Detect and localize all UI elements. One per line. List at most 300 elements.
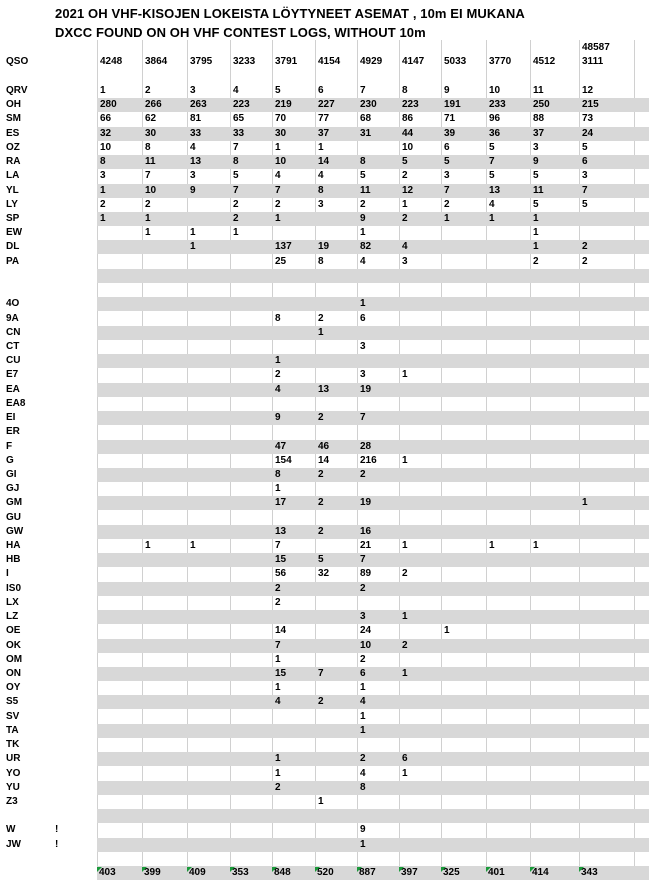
table-cell: 2 [233, 213, 239, 224]
table-cell: 6 [582, 156, 588, 167]
table-cell: 19 [360, 384, 372, 395]
total-cell: 325 [443, 867, 460, 878]
table-cell: 5 [275, 85, 281, 96]
table-cell: 5 [360, 170, 366, 181]
table-cell: 30 [145, 128, 157, 139]
table-cell: 7 [233, 142, 239, 153]
table-cell: 5 [489, 170, 495, 181]
table-cell: 11 [145, 156, 156, 167]
cell-indicator-icon [399, 867, 404, 872]
table-cell: 7 [360, 412, 366, 423]
table-cell: 1 [360, 298, 366, 309]
table-cell: 66 [100, 113, 112, 124]
header-cell: 3795 [190, 56, 213, 67]
table-cell: 5 [318, 554, 324, 565]
table-cell: 2 [402, 568, 408, 579]
table-cell: 1 [318, 327, 324, 338]
table-cell: 5 [402, 156, 408, 167]
table-cell: 21 [360, 540, 372, 551]
table-cell: 9 [360, 213, 366, 224]
table-cell: 33 [233, 128, 245, 139]
row-label: OM [6, 654, 23, 665]
header-extra-cell: 48587 [582, 42, 610, 53]
total-cell: 397 [401, 867, 418, 878]
row-label: GM [6, 497, 23, 508]
header-cell: 3791 [275, 56, 298, 67]
table-cell: 1 [100, 85, 106, 96]
row-label: PA [6, 256, 20, 267]
table-cell: 25 [275, 256, 287, 267]
table-cell: 9 [533, 156, 539, 167]
table-cell: 6 [402, 753, 408, 764]
table-cell: 10 [402, 142, 414, 153]
row-label: 9A [6, 313, 19, 324]
table-cell: 1 [582, 497, 588, 508]
table-cell: 2 [318, 696, 324, 707]
table-cell: 4 [275, 384, 281, 395]
total-cell: 343 [581, 867, 598, 878]
table-cell: 1 [489, 540, 495, 551]
table-cell: 2 [275, 597, 281, 608]
table-cell: 6 [444, 142, 450, 153]
row-label: ER [6, 426, 20, 437]
table-cell: 8 [360, 156, 366, 167]
table-cell: 1 [145, 227, 151, 238]
table-cell: 15 [275, 554, 287, 565]
table-cell: 2 [402, 640, 408, 651]
table-cell: 1 [402, 455, 408, 466]
table-cell: 1 [100, 185, 106, 196]
table-cell: 2 [100, 199, 106, 210]
row-label: YO [6, 768, 21, 779]
row-label: OE [6, 625, 21, 636]
table-cell: 5 [582, 199, 588, 210]
row-band [97, 809, 649, 823]
table-cell: 5 [489, 142, 495, 153]
table-cell: 1 [275, 483, 281, 494]
total-cell: 414 [532, 867, 549, 878]
table-cell: 11 [533, 85, 544, 96]
table-cell: 6 [318, 85, 324, 96]
table-cell: 2 [582, 241, 588, 252]
table-cell: 1 [360, 711, 366, 722]
table-cell: 68 [360, 113, 372, 124]
table-cell: 3 [360, 611, 366, 622]
row-label: CN [6, 327, 21, 338]
table-cell: 233 [489, 99, 506, 110]
table-cell: 2 [360, 753, 366, 764]
table-cell: 2 [444, 199, 450, 210]
row-label: W [6, 824, 16, 835]
table-cell: 5 [533, 199, 539, 210]
table-cell: 3 [190, 85, 196, 96]
table-cell: 1 [360, 682, 366, 693]
table-cell: 1 [402, 199, 408, 210]
table-cell: 10 [275, 156, 287, 167]
table-cell: 2 [145, 199, 151, 210]
table-cell: 2 [275, 369, 281, 380]
table-cell: 7 [275, 540, 281, 551]
row-label: G [6, 455, 14, 466]
row-label: SM [6, 113, 21, 124]
total-cell: 401 [488, 867, 505, 878]
table-cell: 2 [318, 526, 324, 537]
cell-indicator-icon [187, 867, 192, 872]
table-cell: 1 [533, 213, 539, 224]
table-cell: 9 [444, 85, 450, 96]
table-cell: 39 [444, 128, 456, 139]
table-cell: 77 [318, 113, 330, 124]
table-cell: 5 [233, 170, 239, 181]
table-cell: 1 [402, 768, 408, 779]
table-cell: 230 [360, 99, 377, 110]
row-label: YU [6, 782, 20, 793]
total-cell: 403 [99, 867, 116, 878]
table-cell: 1 [275, 654, 281, 665]
total-cell: 399 [144, 867, 161, 878]
table-cell: 24 [582, 128, 594, 139]
table-cell: 227 [318, 99, 335, 110]
table-cell: 3 [360, 341, 366, 352]
row-flag: ! [55, 824, 59, 835]
table-cell: 7 [582, 185, 588, 196]
table-cell: 4 [275, 170, 281, 181]
table-cell: 19 [360, 497, 372, 508]
table-cell: 36 [489, 128, 501, 139]
table-cell: 2 [318, 469, 324, 480]
table-cell: 280 [100, 99, 117, 110]
row-label: LZ [6, 611, 19, 622]
row-band [97, 354, 649, 368]
table-cell: 8 [275, 313, 281, 324]
total-cell: 409 [189, 867, 206, 878]
row-label: TK [6, 739, 20, 750]
row-label: LX [6, 597, 19, 608]
table-cell: 3 [318, 199, 324, 210]
table-cell: 24 [360, 625, 372, 636]
table-cell: 3 [582, 170, 588, 181]
table-cell: 8 [360, 782, 366, 793]
table-cell: 11 [360, 185, 371, 196]
table-cell: 1 [275, 142, 281, 153]
table-cell: 1 [275, 682, 281, 693]
table-cell: 12 [402, 185, 414, 196]
table-cell: 14 [318, 455, 330, 466]
table-cell: 250 [533, 99, 550, 110]
row-label: HA [6, 540, 21, 551]
table-cell: 1 [360, 725, 366, 736]
table-cell: 2 [360, 583, 366, 594]
table-cell: 8 [318, 185, 324, 196]
table-cell: 6 [360, 668, 366, 679]
header-cell: 4512 [533, 56, 556, 67]
table-cell: 1 [190, 540, 196, 551]
table-cell: 5 [444, 156, 450, 167]
table-cell: 32 [100, 128, 112, 139]
table-cell: 3 [444, 170, 450, 181]
table-cell: 44 [402, 128, 414, 139]
table-cell: 12 [582, 85, 594, 96]
table-cell: 14 [318, 156, 330, 167]
row-label: OY [6, 682, 21, 693]
table-cell: 46 [318, 441, 330, 452]
header-cell: 4929 [360, 56, 383, 67]
table-cell: 3 [360, 369, 366, 380]
row-label: SP [6, 213, 20, 224]
table-cell: 86 [402, 113, 414, 124]
row-label: EW [6, 227, 23, 238]
table-cell: 1 [275, 213, 281, 224]
table-cell: 1 [533, 241, 539, 252]
header-cell: 4248 [100, 56, 123, 67]
table-cell: 7 [275, 640, 281, 651]
table-cell: 9 [360, 824, 366, 835]
row-label: I [6, 568, 9, 579]
page-subtitle: DXCC FOUND ON OH VHF CONTEST LOGS, WITHOUT 10m [55, 25, 426, 40]
row-label: OZ [6, 142, 20, 153]
header-label: QSO [6, 56, 29, 67]
table-cell: 1 [318, 796, 324, 807]
row-label: LY [6, 199, 18, 210]
row-label: EA8 [6, 398, 26, 409]
table-cell: 71 [444, 113, 456, 124]
table-cell: 1 [145, 213, 151, 224]
table-cell: 1 [360, 227, 366, 238]
row-label: JW [6, 839, 21, 850]
cell-indicator-icon [272, 867, 277, 872]
table-cell: 1 [402, 369, 408, 380]
table-cell: 9 [190, 185, 196, 196]
row-label: EI [6, 412, 16, 423]
table-cell: 1 [145, 540, 151, 551]
table-cell: 1 [190, 241, 196, 252]
table-cell: 219 [275, 99, 292, 110]
row-label: YL [6, 185, 19, 196]
table-cell: 13 [318, 384, 330, 395]
table-cell: 2 [582, 256, 588, 267]
total-cell: 353 [232, 867, 249, 878]
table-cell: 96 [489, 113, 501, 124]
row-label: S5 [6, 696, 19, 707]
header-cell: 3770 [489, 56, 512, 67]
table-cell: 7 [275, 185, 281, 196]
table-cell: 4 [489, 199, 495, 210]
table-cell: 1 [275, 768, 281, 779]
table-cell: 82 [360, 241, 372, 252]
row-label: RA [6, 156, 21, 167]
table-cell: 10 [100, 142, 112, 153]
row-label: HB [6, 554, 21, 565]
table-cell: 1 [275, 753, 281, 764]
table-cell: 4 [360, 768, 366, 779]
table-cell: 10 [360, 640, 372, 651]
table-cell: 62 [145, 113, 157, 124]
cell-indicator-icon [579, 867, 584, 872]
table-cell: 4 [190, 142, 196, 153]
table-cell: 3 [190, 170, 196, 181]
table-cell: 3 [402, 256, 408, 267]
cell-indicator-icon [315, 867, 320, 872]
row-label: LA [6, 170, 20, 181]
row-label: CU [6, 355, 21, 366]
table-cell: 2 [318, 412, 324, 423]
table-cell: 47 [275, 441, 287, 452]
table-cell: 2 [402, 170, 408, 181]
table-cell: 33 [190, 128, 202, 139]
table-cell: 73 [582, 113, 594, 124]
table-cell: 223 [402, 99, 419, 110]
row-label: TA [6, 725, 19, 736]
row-label: GI [6, 469, 17, 480]
table-cell: 28 [360, 441, 372, 452]
table-cell: 81 [190, 113, 202, 124]
cell-indicator-icon [230, 867, 235, 872]
row-label: GJ [6, 483, 20, 494]
table-cell: 8 [402, 85, 408, 96]
table-cell: 4 [275, 696, 281, 707]
table-cell: 16 [360, 526, 372, 537]
table-cell: 191 [444, 99, 461, 110]
table-cell: 88 [533, 113, 545, 124]
row-band [97, 326, 649, 340]
cell-indicator-icon [97, 867, 102, 872]
table-cell: 4 [233, 85, 239, 96]
row-label: OH [6, 99, 21, 110]
table-cell: 8 [318, 256, 324, 267]
cell-indicator-icon [441, 867, 446, 872]
table-cell: 263 [190, 99, 207, 110]
header-cell: 4147 [402, 56, 425, 67]
table-cell: 11 [533, 185, 544, 196]
table-cell: 1 [444, 625, 450, 636]
table-cell: 65 [233, 113, 245, 124]
table-cell: 1 [533, 540, 539, 551]
table-cell: 10 [489, 85, 501, 96]
table-cell: 216 [360, 455, 377, 466]
table-cell: 30 [275, 128, 287, 139]
table-cell: 1 [444, 213, 450, 224]
table-cell: 2 [145, 85, 151, 96]
row-label: CT [6, 341, 20, 352]
row-label: EA [6, 384, 20, 395]
table-cell: 32 [318, 568, 330, 579]
table-cell: 14 [275, 625, 287, 636]
cell-indicator-icon [530, 867, 535, 872]
table-cell: 215 [582, 99, 599, 110]
cell-indicator-icon [486, 867, 491, 872]
table-cell: 3 [533, 142, 539, 153]
table-cell: 1 [402, 540, 408, 551]
table-cell: 3 [100, 170, 106, 181]
table-cell: 2 [318, 313, 324, 324]
total-cell: 520 [317, 867, 334, 878]
table-cell: 1 [318, 142, 324, 153]
row-label: QRV [6, 85, 28, 96]
row-label: F [6, 441, 13, 452]
row-label: 4O [6, 298, 20, 309]
table-cell: 137 [275, 241, 292, 252]
table-cell: 1 [489, 213, 495, 224]
row-label: GW [6, 526, 24, 537]
table-cell: 2 [275, 782, 281, 793]
table-cell: 2 [360, 469, 366, 480]
table-cell: 7 [233, 185, 239, 196]
table-cell: 56 [275, 568, 287, 579]
total-cell: 848 [274, 867, 291, 878]
table-cell: 31 [360, 128, 372, 139]
table-cell: 2 [275, 199, 281, 210]
table-cell: 6 [360, 313, 366, 324]
table-cell: 19 [318, 241, 330, 252]
table-cell: 4 [360, 256, 366, 267]
table-cell: 89 [360, 568, 372, 579]
row-label: IS0 [6, 583, 22, 594]
table-cell: 7 [145, 170, 151, 181]
row-band [97, 269, 649, 283]
table-cell: 154 [275, 455, 292, 466]
table-cell: 4 [402, 241, 408, 252]
table-cell: 15 [275, 668, 287, 679]
table-cell: 1 [100, 213, 106, 224]
table-cell: 9 [275, 412, 281, 423]
table-cell: 7 [360, 554, 366, 565]
table-cell: 8 [145, 142, 151, 153]
table-cell: 5 [533, 170, 539, 181]
page-title: 2021 OH VHF-KISOJEN LOKEISTA LÖYTYNEET ASEMAT , 10m EI MUKANA [55, 6, 525, 21]
table-cell: 223 [233, 99, 250, 110]
table-cell: 1 [360, 839, 366, 850]
table-cell: 2 [233, 199, 239, 210]
table-cell: 8 [275, 469, 281, 480]
table-cell: 13 [190, 156, 202, 167]
cell-indicator-icon [142, 867, 147, 872]
table-cell: 2 [533, 256, 539, 267]
table-cell: 70 [275, 113, 287, 124]
row-flag: ! [55, 839, 59, 850]
row-label: Z3 [6, 796, 18, 807]
row-label: ON [6, 668, 21, 679]
header-cell: 3864 [145, 56, 168, 67]
table-cell: 8 [233, 156, 239, 167]
table-cell: 2 [360, 654, 366, 665]
row-label: E7 [6, 369, 19, 380]
table-cell: 2 [402, 213, 408, 224]
table-cell: 10 [145, 185, 157, 196]
table-cell: 17 [275, 497, 287, 508]
row-label: ES [6, 128, 20, 139]
header-cell: 4154 [318, 56, 341, 67]
table-cell: 5 [582, 142, 588, 153]
table-cell: 266 [145, 99, 162, 110]
table-cell: 37 [318, 128, 330, 139]
table-cell: 1 [533, 227, 539, 238]
table-cell: 2 [275, 583, 281, 594]
table-cell: 1 [275, 355, 281, 366]
row-label: GU [6, 512, 21, 523]
table-cell: 7 [318, 668, 324, 679]
table-cell: 1 [233, 227, 239, 238]
cell-indicator-icon [357, 867, 362, 872]
table-cell: 13 [489, 185, 501, 196]
table-cell: 7 [360, 85, 366, 96]
table-cell: 8 [100, 156, 106, 167]
table-cell: 2 [318, 497, 324, 508]
table-cell: 7 [444, 185, 450, 196]
table-cell: 1 [190, 227, 196, 238]
table-cell: 4 [318, 170, 324, 181]
header-cell: 3111 [582, 56, 604, 67]
header-cell: 3233 [233, 56, 256, 67]
